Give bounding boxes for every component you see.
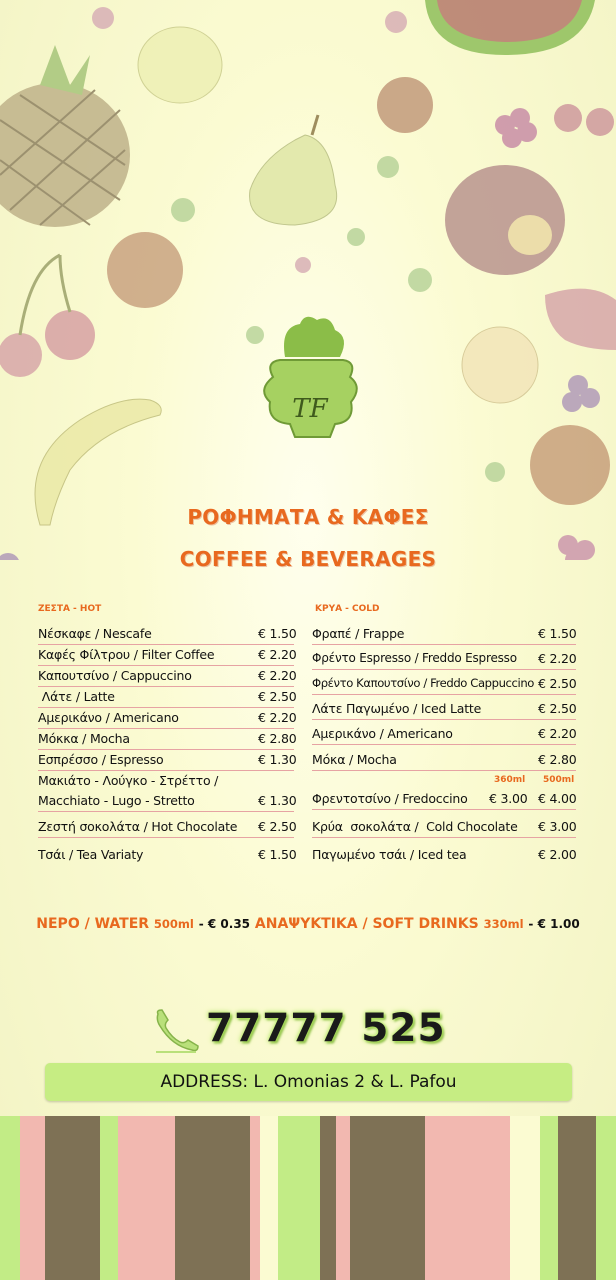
item-price: € 1.50 <box>258 626 297 641</box>
divider <box>312 694 576 695</box>
item-name: Νέσκαφε / Nescafe <box>38 626 152 641</box>
item-price: € 2.20 <box>538 651 577 666</box>
pineapple-icon <box>0 45 130 227</box>
item-name: Ζεστή σοκολάτα / Hot Chocolate <box>38 819 238 834</box>
divider <box>38 770 294 771</box>
item-price: € 2.20 <box>258 647 297 662</box>
pomegranate-icon <box>445 165 565 275</box>
extras-line <box>0 916 616 932</box>
phone-number[interactable]: 77777 525 <box>206 1006 446 1051</box>
size-label-small: 360ml <box>494 775 526 785</box>
pear-icon <box>250 135 337 225</box>
item-name: Κρύα σοκολάτα / Cold Chocolate <box>312 819 518 834</box>
address-bar <box>45 1063 572 1101</box>
divider <box>38 707 294 708</box>
item-price: € 3.00 <box>538 819 577 834</box>
item-price: € 1.30 <box>258 752 297 767</box>
item-price: € 4.00 <box>538 791 577 806</box>
cold-menu-list <box>312 620 576 880</box>
item-price: € 2.50 <box>258 819 297 834</box>
item-name: Φρέντο Καπουτσίνο / Freddo Cappuccino <box>312 676 534 690</box>
water-size: 500ml <box>153 917 194 931</box>
item-name: Φραπέ / Frappe <box>312 626 405 641</box>
item-name: Λάτε / Latte <box>38 689 115 704</box>
divider <box>312 809 576 810</box>
divider <box>38 749 294 750</box>
heading-greek: ΡΟΦΗΜΑΤΑ & ΚΑΦΕΣ <box>187 505 429 529</box>
item-name: Φρέντο Espresso / Freddo Espresso <box>312 651 517 665</box>
apple-icon <box>462 327 538 403</box>
item-price: € 2.50 <box>538 676 577 691</box>
fruit-illustration <box>0 0 616 560</box>
divider <box>312 770 576 771</box>
divider <box>312 719 576 720</box>
item-name: Αμερικάνο / Americano <box>38 710 179 725</box>
item-price: € 2.50 <box>538 701 577 716</box>
item-price: € 2.50 <box>258 689 297 704</box>
item-name: Τσάι / Tea Variaty <box>38 847 144 862</box>
phone-icon <box>152 1006 200 1054</box>
lemon-icon <box>138 27 222 103</box>
item-name: Μακιάτο - Λούγκο - Στρέττο / <box>38 773 219 788</box>
divider <box>38 686 294 687</box>
divider <box>312 744 576 745</box>
item-name: Παγωμένο τσάι / Iced tea <box>312 847 467 862</box>
soft-drinks-label: ΑΝΑΨΥΚΤΙΚΑ / SOFT DRINKS <box>254 916 479 932</box>
divider <box>38 837 294 838</box>
item-price: € 1.50 <box>538 626 577 641</box>
decorative-stripes <box>0 1116 616 1280</box>
divider <box>312 644 576 645</box>
water-label: ΝΕΡΟ / WATER <box>36 916 150 932</box>
item-name: Εσπρέσσο / Espresso <box>38 752 164 767</box>
divider <box>312 669 576 670</box>
orange-icon <box>107 232 183 308</box>
item-name: Καφές Φίλτρου / Filter Coffee <box>38 647 215 662</box>
item-name: Λάτε Παγωμένο / Iced Latte <box>312 701 482 716</box>
item-price: € 1.30 <box>258 793 297 808</box>
item-price: € 2.20 <box>538 726 577 741</box>
divider <box>38 644 294 645</box>
item-price: € 2.20 <box>258 668 297 683</box>
item-price: € 2.80 <box>538 752 577 767</box>
hot-section-label: ΖΕΣΤΑ - HOT <box>38 604 102 614</box>
item-name: Μόκκα / Mocha <box>38 731 130 746</box>
item-price-small: € 3.00 <box>489 791 528 806</box>
divider <box>38 728 294 729</box>
water-price: - € 0.35 <box>198 917 251 931</box>
item-price: € 1.50 <box>258 847 297 862</box>
cafe-logo <box>255 312 365 447</box>
item-price: € 2.00 <box>538 847 577 862</box>
address-text: ADDRESS: L. Omonias 2 & L. Pafou <box>160 1072 457 1092</box>
size-label-large: 500ml <box>543 775 575 785</box>
hot-menu-list <box>38 620 297 880</box>
divider <box>312 837 576 838</box>
item-price: € 2.80 <box>258 731 297 746</box>
soft-drinks-price: - € 1.00 <box>528 917 580 931</box>
cold-section-label: ΚΡΥΑ - COLD <box>315 604 380 614</box>
item-price: € 2.20 <box>258 710 297 725</box>
item-name-line2: Macchiato - Lugo - Stretto <box>38 793 195 808</box>
divider <box>38 811 294 812</box>
item-name: Φρεντοτσίνο / Fredoccino <box>312 791 468 806</box>
svg-text:TF: TF <box>292 394 328 424</box>
item-name: Καπουτσίνο / Cappuccino <box>38 668 192 683</box>
soft-drinks-size: 330ml <box>483 917 524 931</box>
strawberry-icon <box>545 289 616 350</box>
divider <box>38 665 294 666</box>
item-name: Μόκα / Mocha <box>312 752 397 767</box>
item-name: Αμερικάνο / Americano <box>312 726 453 741</box>
heading-english: COFFEE & BEVERAGES <box>179 547 437 571</box>
